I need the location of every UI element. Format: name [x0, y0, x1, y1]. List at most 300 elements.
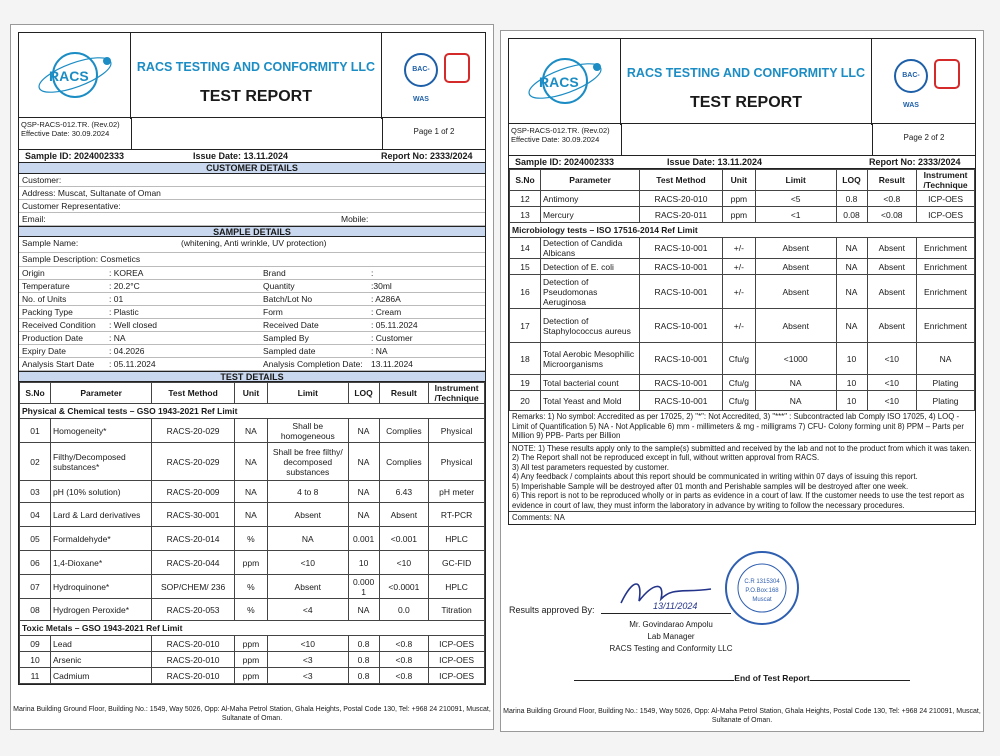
- table-cell: 12: [510, 191, 541, 207]
- table-cell: Detection of Pseudomonas Aeruginosa: [541, 275, 640, 309]
- table-cell: Shall be homogeneous: [267, 419, 348, 443]
- sample-detail-row: [19, 332, 485, 345]
- table-header-cell: Test Method: [640, 170, 723, 191]
- table-row: [20, 527, 485, 551]
- sample-detail-row: [19, 306, 485, 319]
- table-cell: Total Aerobic Mesophilic Microorganisms: [541, 343, 640, 375]
- table-cell: NA: [755, 375, 836, 391]
- table-cell: RACS-20-010: [640, 191, 723, 207]
- table-cell: RACS-10-001: [640, 259, 723, 275]
- sample-detail-row: [19, 280, 485, 293]
- test-group-heading: Physical & Chemical tests – GSO 1943-2021 Ref Limit: [20, 404, 485, 419]
- table-cell: NA: [836, 309, 867, 343]
- table-cell: <4: [267, 599, 348, 621]
- table-header-cell: Result: [379, 383, 429, 404]
- table-cell: +/-: [722, 259, 755, 275]
- table-cell: 04: [20, 503, 51, 527]
- table-header-cell: Test Method: [152, 383, 235, 404]
- svg-text:RACS: RACS: [539, 74, 579, 90]
- table-cell: <10: [267, 551, 348, 575]
- table-cell: Absent: [267, 503, 348, 527]
- note-item: NOTE: 1) These results apply only to the sample(s) submitted and received by the lab and not to the product from which it was taken.: [512, 443, 972, 453]
- table-cell: ICP-OES: [429, 652, 485, 668]
- iso-mark-icon: [444, 53, 470, 83]
- sample-detail-cell: Expiry Date: [22, 346, 66, 356]
- table-cell: RACS-20-044: [152, 551, 235, 575]
- table-cell: RACS-20-010: [152, 668, 235, 684]
- table-row: [510, 238, 975, 259]
- table-cell: RACS-30-001: [152, 503, 235, 527]
- table-cell: Detection of Candida Albicans: [541, 238, 640, 259]
- table-cell: RT-PCR: [429, 503, 485, 527]
- table-cell: +/-: [722, 238, 755, 259]
- company-stamp-icon: [723, 549, 801, 627]
- table-row: [20, 503, 485, 527]
- table-header-cell: Instrument /Technique: [917, 170, 975, 191]
- table-cell: ppm: [234, 636, 267, 652]
- table-cell: Titration: [429, 599, 485, 621]
- qsp-code: QSP-RACS-012.TR. (Rev.02): [511, 126, 610, 135]
- table-cell: HPLC: [429, 575, 485, 599]
- sample-detail-row: [19, 267, 485, 280]
- customer-rep-line: Customer Representative:: [19, 200, 485, 213]
- table-cell: Absent: [755, 259, 836, 275]
- table-row: [510, 275, 975, 309]
- table-cell: Shall be free filthy/ decomposed substances: [267, 443, 348, 481]
- table-cell: ICP-OES: [429, 668, 485, 684]
- report-title: TEST REPORT: [199, 88, 312, 105]
- signer-name: Mr. Govindarao Ampolu: [629, 620, 713, 629]
- sample-detail-cell: Sampled date: [263, 346, 316, 356]
- company-name: RACS TESTING AND CONFORMITY LLC: [136, 60, 376, 74]
- effective-date: Effective Date: 30.09.2024: [21, 129, 110, 138]
- table-cell: ICP-OES: [917, 191, 975, 207]
- table-cell: <0.08: [867, 207, 917, 223]
- signer-org: RACS Testing and Conformity LLC: [609, 644, 733, 653]
- table-row: [510, 343, 975, 375]
- table-cell: Hydrogen Peroxide*: [51, 599, 152, 621]
- sample-detail-row: [19, 345, 485, 358]
- sample-detail-cell: Analysis Start Date: [22, 359, 95, 369]
- customer-line: Customer:: [19, 174, 485, 187]
- sample-detail-cell: 13.11.2024: [371, 359, 413, 369]
- table-cell: Total Yeast and Mold: [541, 391, 640, 411]
- table-row: [510, 309, 975, 343]
- table-cell: RACS-20-029: [152, 419, 235, 443]
- note-item: 3) All test parameters requested by customer.: [512, 462, 669, 472]
- table-cell: 0.8: [836, 191, 867, 207]
- table-cell: Absent: [755, 275, 836, 309]
- footer-address: Marina Building Ground Floor, Building No.: 1549, Way 5026, Opp: Al-Maha Petrol Station, Ghala Heights, Postal Code 130, Tel: +968 24 210091, Muscat, Sultanate of Oman.: [503, 708, 981, 724]
- table-cell: SOP/CHEM/ 236: [152, 575, 235, 599]
- table-cell: 08: [20, 599, 51, 621]
- table-cell: Detection of Staphylococcus aureus: [541, 309, 640, 343]
- table-cell: <10: [867, 391, 917, 411]
- customer-details-heading: CUSTOMER DETAILS: [19, 163, 485, 174]
- table-cell: NA: [348, 481, 379, 503]
- table-cell: Enrichment: [917, 238, 975, 259]
- table-header-cell: Instrument /Technique: [429, 383, 485, 404]
- report-page-2: [500, 30, 984, 732]
- table-cell: ppm: [234, 551, 267, 575]
- sample-detail-cell: : 04.2026: [109, 346, 145, 356]
- table-cell: pH (10% solution): [51, 481, 152, 503]
- sample-detail-cell: : A286A: [371, 294, 401, 304]
- table-cell: Antimony: [541, 191, 640, 207]
- sample-detail-cell: : Well closed: [109, 320, 158, 330]
- table-cell: NA: [234, 419, 267, 443]
- table-row: [510, 375, 975, 391]
- table-cell: Cadmium: [51, 668, 152, 684]
- company-name: RACS TESTING AND CONFORMITY LLC: [626, 66, 866, 80]
- table-cell: 4 to 8: [267, 481, 348, 503]
- table-cell: 10: [836, 343, 867, 375]
- table-cell: NA: [836, 275, 867, 309]
- sample-detail-cell: Production Date: [22, 333, 83, 343]
- table-cell: ppm: [234, 652, 267, 668]
- table-row: [20, 599, 485, 621]
- table-cell: 16: [510, 275, 541, 309]
- table-cell: Hydroquinone*: [51, 575, 152, 599]
- table-header-cell: Parameter: [51, 383, 152, 404]
- table-row: [20, 575, 485, 599]
- test-group-heading: Microbiology tests – ISO 17516-2014 Ref Limit: [510, 223, 975, 238]
- table-cell: Absent: [867, 309, 917, 343]
- table-cell: ICP-OES: [429, 636, 485, 652]
- table-header-cell: LOQ: [836, 170, 867, 191]
- sample-detail-cell: No. of Units: [22, 294, 67, 304]
- sample-detail-row: [19, 293, 485, 306]
- notes: [509, 443, 975, 513]
- table-cell: 1,4-Dioxane*: [51, 551, 152, 575]
- table-cell: 10: [836, 391, 867, 411]
- bac-was-badge: BAC-WAS: [404, 53, 438, 87]
- mobile-label: Mobile:: [341, 214, 369, 224]
- note-item: 5) Imperishable Sample will be destroyed after 01 month and Perishable samples will be destroyed after one week.: [512, 481, 909, 491]
- table-cell: Absent: [867, 275, 917, 309]
- table-cell: Enrichment: [917, 309, 975, 343]
- table-cell: ICP-OES: [917, 207, 975, 223]
- table-cell: <0.8: [379, 668, 429, 684]
- table-cell: <0.8: [379, 652, 429, 668]
- table-cell: NA: [917, 343, 975, 375]
- address-line: Address: Muscat, Sultanate of Oman: [19, 187, 485, 200]
- sample-detail-cell: Quantity: [263, 281, 295, 291]
- table-cell: <0.8: [867, 191, 917, 207]
- table-cell: 19: [510, 375, 541, 391]
- table-row: [510, 207, 975, 223]
- table-cell: 10: [20, 652, 51, 668]
- table-row: [20, 419, 485, 443]
- table-row: [510, 191, 975, 207]
- sample-detail-cell: : KOREA: [109, 268, 144, 278]
- table-cell: 6.43: [379, 481, 429, 503]
- table-cell: RACS-10-001: [640, 238, 723, 259]
- table-cell: Physical: [429, 443, 485, 481]
- accreditation-logos: [872, 39, 975, 125]
- table-cell: NA: [267, 527, 348, 551]
- table-row: [510, 259, 975, 275]
- test-details-heading: TEST DETAILS: [19, 371, 485, 382]
- sample-detail-cell: Batch/Lot No: [263, 294, 313, 304]
- table-cell: GC-FID: [429, 551, 485, 575]
- signature: [613, 573, 723, 613]
- table-cell: Total bacterial count: [541, 375, 640, 391]
- table-cell: RACS-20-014: [152, 527, 235, 551]
- table-cell: %: [234, 527, 267, 551]
- table-cell: NA: [234, 443, 267, 481]
- table-cell: 07: [20, 575, 51, 599]
- table-cell: 10: [836, 375, 867, 391]
- table-cell: <10: [379, 551, 429, 575]
- table-header-cell: Parameter: [541, 170, 640, 191]
- table-cell: Enrichment: [917, 275, 975, 309]
- table-cell: Physical: [429, 419, 485, 443]
- table-cell: 0.0: [379, 599, 429, 621]
- table-cell: 06: [20, 551, 51, 575]
- test-table-1: [19, 382, 485, 684]
- comments: Comments: NA: [512, 513, 565, 522]
- racs-logo: [509, 39, 621, 125]
- table-row: [20, 551, 485, 575]
- table-cell: ppm: [234, 668, 267, 684]
- table-cell: <0.001: [379, 527, 429, 551]
- table-cell: RACS-20-010: [152, 652, 235, 668]
- sample-name-line: Sample Name: (whitening, Anti wrinkle, UV protection): [19, 237, 485, 253]
- table-cell: 0.8: [348, 668, 379, 684]
- page-number: Page 2 of 2: [872, 124, 975, 156]
- sample-detail-cell: : 20.2°C: [109, 281, 140, 291]
- sample-detail-cell: Form: [263, 307, 283, 317]
- iso-mark-icon: [934, 59, 960, 89]
- sample-detail-cell: : 05.11.2024: [109, 359, 156, 369]
- svg-text:13/11/2024: 13/11/2024: [653, 601, 698, 611]
- sample-details-heading: SAMPLE DETAILS: [19, 226, 485, 237]
- table-cell: Formaldehyde*: [51, 527, 152, 551]
- table-cell: 20: [510, 391, 541, 411]
- table-cell: Lard & Lard derivatives: [51, 503, 152, 527]
- table-header-cell: Unit: [234, 383, 267, 404]
- table-cell: RACS-10-001: [640, 375, 723, 391]
- table-header-cell: S.No: [510, 170, 541, 191]
- table-header-cell: Unit: [722, 170, 755, 191]
- table-cell: Homogeneity*: [51, 419, 152, 443]
- table-cell: 0.8: [348, 652, 379, 668]
- table-cell: 0.8: [348, 636, 379, 652]
- sample-detail-cell: Analysis Completion Date:: [263, 359, 363, 369]
- accreditation-logos: [382, 33, 485, 119]
- table-row: [20, 443, 485, 481]
- sample-detail-cell: : NA: [109, 333, 126, 343]
- sample-detail-cell: Temperature: [22, 281, 70, 291]
- sample-detail-cell: Received Date: [263, 320, 319, 330]
- racs-logo: [19, 33, 131, 119]
- table-cell: ppm: [722, 207, 755, 223]
- table-cell: NA: [836, 238, 867, 259]
- table-cell: RACS-20-029: [152, 443, 235, 481]
- table-row: [20, 636, 485, 652]
- table-cell: Cfu/g: [722, 375, 755, 391]
- sample-detail-cell: : Cream: [371, 307, 402, 317]
- table-cell: %: [234, 575, 267, 599]
- table-cell: 18: [510, 343, 541, 375]
- table-cell: <1000: [755, 343, 836, 375]
- table-cell: 02: [20, 443, 51, 481]
- sample-detail-cell: : 01: [109, 294, 124, 304]
- table-cell: 05: [20, 527, 51, 551]
- table-cell: 15: [510, 259, 541, 275]
- sample-detail-cell: Sampled By: [263, 333, 309, 343]
- table-cell: NA: [234, 481, 267, 503]
- table-cell: NA: [348, 443, 379, 481]
- table-cell: Absent: [267, 575, 348, 599]
- details-block: [18, 163, 486, 685]
- table-cell: Mercury: [541, 207, 640, 223]
- table-cell: Cfu/g: [722, 343, 755, 375]
- table-cell: RACS-10-001: [640, 275, 723, 309]
- end-of-report: End of Test Report: [734, 673, 810, 683]
- table-cell: <3: [267, 668, 348, 684]
- sample-id: Sample ID: 2024002333: [515, 157, 615, 167]
- id-row: [18, 150, 486, 163]
- bac-was-badge: BAC-WAS: [894, 59, 928, 93]
- test-table-2: [509, 169, 975, 411]
- sample-detail-cell: : Customer: [371, 333, 413, 343]
- remarks: Remarks: 1) No symbol: Accredited as per 17025, 2) "*": Not Accredited, 3) "***" : Subcontracted lab Comply ISO 17025, 4) LOQ - Limit of Quantification 5) NA - Not Applicable 6) mm - millimeters & mg - milligrams 7) CFU- Colony forming unit 8) PPM – Parts per Million 9) PPB- Parts per Billion: [509, 411, 975, 443]
- table-cell: +/-: [722, 309, 755, 343]
- report-header: [18, 32, 486, 118]
- note-item: 6) This report is not to be reproduced wholly or in parts as evidence in a court of law. If the customer needs to use the test report as evidence in court of law, they must inform the laboratory in advance by writing to follow the necessary procedures.: [512, 491, 965, 510]
- table-cell: Absent: [755, 238, 836, 259]
- table-cell: Plating: [917, 391, 975, 411]
- table-cell: RACS-10-001: [640, 309, 723, 343]
- sample-detail-row: [19, 319, 485, 332]
- table-cell: %: [234, 599, 267, 621]
- table-header-cell: Result: [867, 170, 917, 191]
- table-cell: Arsenic: [51, 652, 152, 668]
- issue-date: Issue Date: 13.11.2024: [193, 151, 289, 161]
- table-cell: 0.000 1: [348, 575, 379, 599]
- table-cell: <0.0001: [379, 575, 429, 599]
- table-header-cell: Limit: [755, 170, 836, 191]
- table-row: [510, 391, 975, 411]
- sample-detail-cell: : 05.11.2024: [371, 320, 418, 330]
- table-cell: <5: [755, 191, 836, 207]
- table-cell: 14: [510, 238, 541, 259]
- table-cell: NA: [755, 391, 836, 411]
- table-cell: Absent: [755, 309, 836, 343]
- note-item: 2) The Report shall not be reproduced except in full, without written approval from RACS.: [512, 453, 820, 462]
- sample-rows: [19, 267, 485, 371]
- effective-date: Effective Date: 30.09.2024: [511, 135, 600, 144]
- svg-text:P.O.Box:168: P.O.Box:168: [745, 588, 779, 594]
- table-cell: 09: [20, 636, 51, 652]
- sample-id: Sample ID: 2024002333: [25, 151, 125, 161]
- sample-detail-cell: :: [371, 268, 374, 278]
- sample-detail-cell: Origin: [22, 268, 45, 278]
- table-cell: Absent: [867, 238, 917, 259]
- sample-name-value: (whitening, Anti wrinkle, UV protection): [181, 238, 327, 248]
- table-cell: Enrichment: [917, 259, 975, 275]
- table-cell: Cfu/g: [722, 391, 755, 411]
- table-row: [20, 652, 485, 668]
- issue-date: Issue Date: 13.11.2024: [667, 157, 763, 167]
- table-header-cell: S.No: [20, 383, 51, 404]
- table-cell: +/-: [722, 275, 755, 309]
- sample-detail-cell: Packing Type: [22, 307, 73, 317]
- table-cell: 10: [348, 551, 379, 575]
- table-cell: Absent: [379, 503, 429, 527]
- table-cell: 11: [20, 668, 51, 684]
- table-row: [20, 481, 485, 503]
- table-cell: NA: [234, 503, 267, 527]
- page-number: Page 1 of 2: [382, 118, 485, 150]
- table-cell: pH meter: [429, 481, 485, 503]
- table-cell: RACS-20-010: [152, 636, 235, 652]
- table-cell: RACS-20-011: [640, 207, 723, 223]
- table-cell: <3: [267, 652, 348, 668]
- table-cell: RACS-10-001: [640, 391, 723, 411]
- footer-address: Marina Building Ground Floor, Building No.: 1549, Way 5026, Opp: Al-Maha Petrol Station, Ghala Heights, Postal Code 130, Tel: +968 24 210091, Muscat, Sultanate of Oman.: [13, 706, 491, 722]
- table-header-cell: Limit: [267, 383, 348, 404]
- table-cell: HPLC: [429, 527, 485, 551]
- sample-detail-row: [19, 358, 485, 371]
- sample-detail-cell: : NA: [371, 346, 388, 356]
- table-cell: RACS-20-053: [152, 599, 235, 621]
- table-row: [20, 668, 485, 684]
- table-cell: <0.8: [379, 636, 429, 652]
- table-cell: 0.08: [836, 207, 867, 223]
- sample-desc-line: Sample Description: Cosmetics: [19, 253, 485, 267]
- table-cell: <10: [867, 343, 917, 375]
- report-title: TEST REPORT: [689, 94, 802, 111]
- svg-text:RACS: RACS: [49, 68, 89, 84]
- table-cell: 0.001: [348, 527, 379, 551]
- table-cell: 03: [20, 481, 51, 503]
- sample-detail-cell: Brand: [263, 268, 286, 278]
- sample-detail-cell: :30ml: [371, 281, 392, 291]
- svg-text:Muscat: Muscat: [752, 597, 772, 603]
- report-page-1: [10, 24, 494, 730]
- table-cell: 01: [20, 419, 51, 443]
- table-header-cell: LOQ: [348, 383, 379, 404]
- table-cell: <10: [867, 375, 917, 391]
- table-cell: ppm: [722, 191, 755, 207]
- note-item: 4) Any feedback / complaints about this report should be communicated in writing within 07 days of issuing this report.: [512, 472, 918, 481]
- signer-role: Lab Manager: [647, 632, 695, 641]
- table-cell: Absent: [867, 259, 917, 275]
- svg-text:C.R 1315304: C.R 1315304: [744, 579, 780, 585]
- sample-detail-cell: Received Condition: [22, 320, 96, 330]
- qsp-code: QSP-RACS-012.TR. (Rev.02): [21, 120, 120, 129]
- table-cell: Detection of E. coli: [541, 259, 640, 275]
- table-cell: NA: [836, 259, 867, 275]
- approved-by-label: Results approved By:: [509, 605, 595, 615]
- table-cell: Complies: [379, 443, 429, 481]
- table-cell: RACS-10-001: [640, 343, 723, 375]
- table-cell: <1: [755, 207, 836, 223]
- table-cell: Plating: [917, 375, 975, 391]
- table-cell: NA: [348, 503, 379, 527]
- table-cell: NA: [348, 599, 379, 621]
- email-line: Email: Mobile:: [19, 213, 485, 226]
- report-no: Report No: 2333/2024: [869, 157, 961, 167]
- table-cell: Lead: [51, 636, 152, 652]
- report-no: Report No: 2333/2024: [381, 151, 473, 161]
- table-cell: RACS-20-009: [152, 481, 235, 503]
- test-group-heading: Toxic Metals – GSO 1943-2021 Ref Limit: [20, 621, 485, 636]
- table-cell: 17: [510, 309, 541, 343]
